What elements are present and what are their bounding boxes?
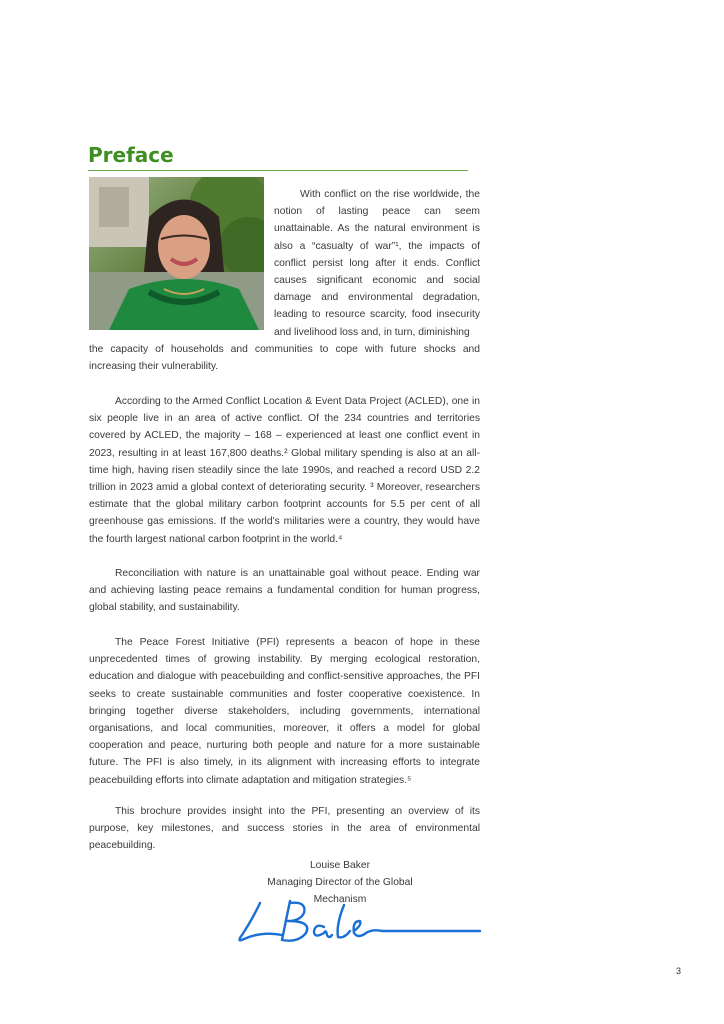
portrait-photo bbox=[89, 177, 264, 330]
page-number: 3 bbox=[676, 966, 682, 976]
handwritten-signature bbox=[232, 895, 484, 955]
signatory-name: Louise Baker bbox=[309, 860, 371, 871]
intro-paragraph-wrapped: With conflict on the rise worldwide, the notion of lasting peace can seem unattainable. As the natural environment is also a “casualty of war”¹, the impacts of conflict persist long after it ends. Conflict causes significant economic and social damage and environmental degradation, leading to resource scarcity, food insecurity and livelihood loss and, in turn, diminishing bbox=[274, 189, 480, 338]
heading-divider bbox=[88, 170, 468, 171]
reconciliation-paragraph: Reconciliation with nature is an unattainable goal without peace. Ending war and achieving lasting peace remains a fundamental condition for human progress, global stability, and sustainability. bbox=[89, 568, 480, 614]
signatory-title: Managing Director of the Global Mechanism bbox=[267, 877, 413, 906]
brochure-paragraph: This brochure provides insight into the PFI, presenting an overview of its purpose, key milestones, and success stories in the area of environmental peacebuilding. bbox=[89, 806, 480, 852]
acled-paragraph: According to the Armed Conflict Location & Event Data Project (ACLED), one in six people live in an area of active conflict. Of the 234 countries and territories covered by ACLED, the majority – 168 – experienced at least one conflict event in 2023, resulting in at least 167,800 deaths.² Global military spending is also at an all-time high, having risen steadily since the late 1990s, and reached a record USD 2.2 trillion in 2023 amid a global context of deteriorating security. ³ Moreover, researchers estimate that the global military carbon footprint accounts for 5.5 per cent of all greenhouse gas emissions. If the world’s militaries were a country, they would have the fourth largest national carbon footprint in the world.⁴ bbox=[89, 396, 480, 545]
pfi-paragraph: The Peace Forest Initiative (PFI) represents a beacon of hope in these unprecedented times of growing instability. By merging ecological restoration, education and dialogue with peacebuilding and conflict-sensitive approaches, the PFI seeks to create sustainable communities and foster cooperative coexistence. In bringing together diverse stakeholders, including governments, international organisations, and local communities, moreover, it offers a model for global cooperation and peace, nurturing both people and nature for a more sustainable future. The PFI is also timely, in its alignment with increasing efforts to integrate peacebuilding efforts into climate adaptation and mitigation strategies.⁵ bbox=[89, 637, 480, 786]
page-title: Preface bbox=[88, 143, 174, 167]
intro-paragraph-continued: the capacity of households and communities to cope with future shocks and increasing their vulnerability. bbox=[89, 344, 480, 373]
